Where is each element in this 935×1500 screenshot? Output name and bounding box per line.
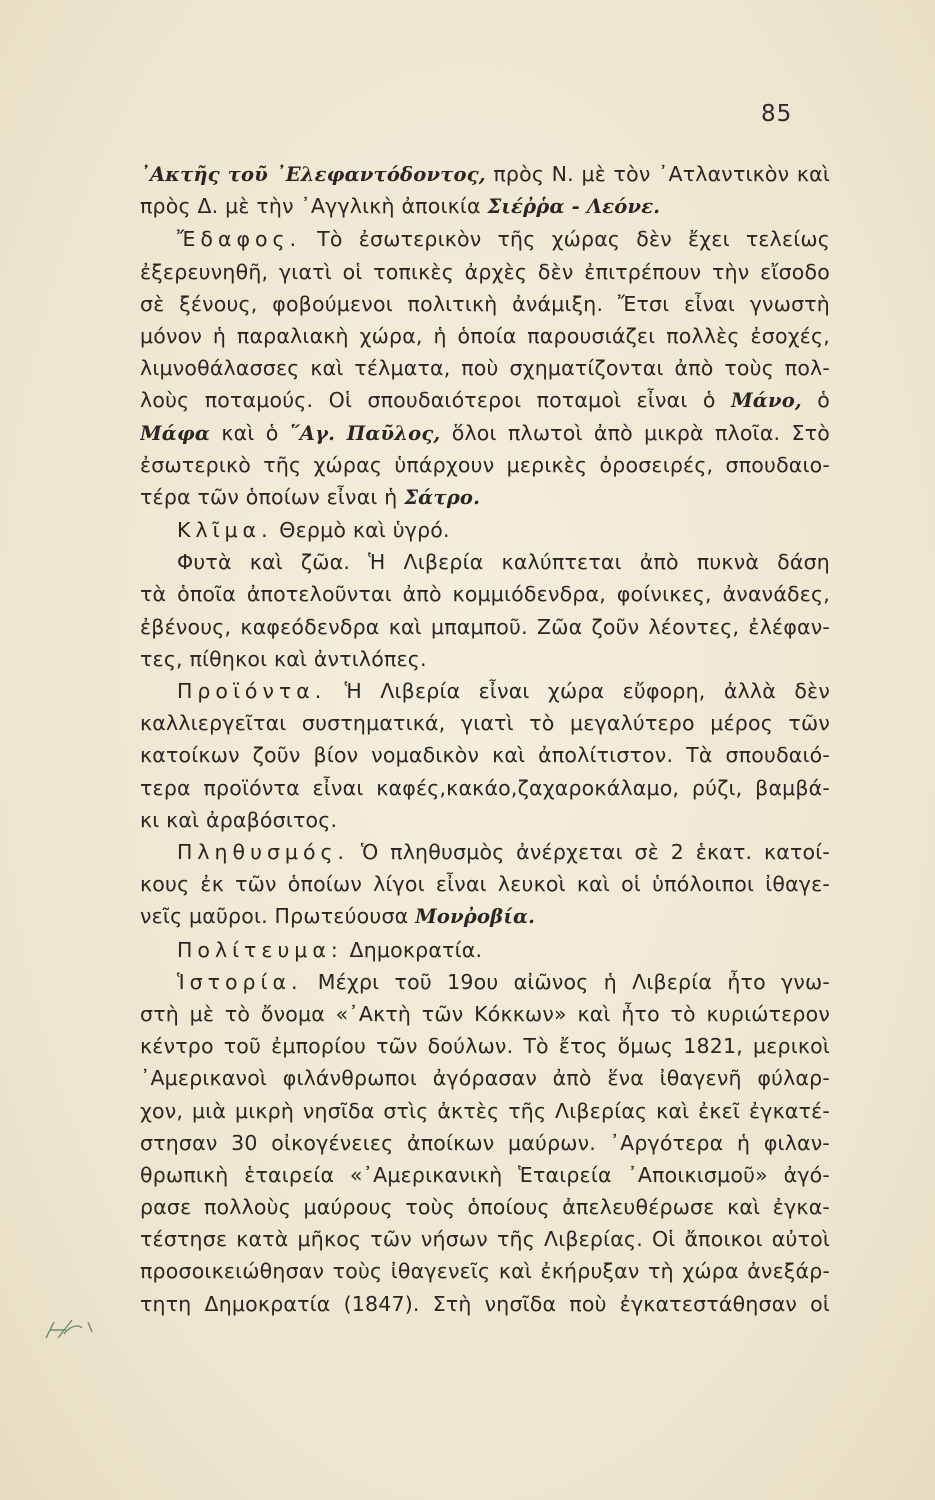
- text-line: προσοικειώθησαν τοὺς ἰθαγενεῖς καὶ ἐκήρυξαν τὴ χώρα ἀνεξάρ-: [140, 1259, 830, 1284]
- text-segment: ὁ: [801, 388, 830, 413]
- text-line: ἐξερευνηθῆ, γιατὶ οἱ τοπικὲς ἀρχὲς δὲν ἐπιτρέπουν τὴν εἴσοδο: [140, 259, 830, 284]
- text-line: ἐσωτερικὸ τῆς χώρας ὑπάρχουν μερικὲς ὀροσειρές, σπουδαιο-: [140, 452, 830, 477]
- text-line: τες, πίθηκοι καὶ ἀντιλόπες.: [140, 646, 427, 671]
- text-line: κατοίκων ζοῦν βίον νομαδικὸν καὶ ἀπολίτιστον. Τὰ σπουδαιό-: [140, 743, 830, 768]
- section-heading: Ἱστορία.: [177, 969, 303, 994]
- section-heading: Κλῖμα.: [177, 518, 273, 543]
- section-heading: Φυτὰ καὶ ζῶα.: [177, 550, 351, 575]
- text-segment: λοὺς ποταμούς. Οἱ σπουδαιότεροι ποταμοὶ εἶναι ὁ: [140, 388, 731, 413]
- place-name: Μονῤοβία.: [415, 905, 536, 929]
- section-heading: Προϊόντα.: [177, 679, 327, 704]
- text-line: [140, 675, 830, 707]
- place-name: ῞Αγ. Παῦλος,: [289, 421, 441, 445]
- text-line: τητη Δημοκρατία (1847). Στὴ νησῖδα ποὺ ἐγκατεστάθησαν οἱ: [140, 1291, 830, 1316]
- text-line: [140, 417, 830, 449]
- text-segment: νεῖς μαῦροι. Πρωτεύουσα: [140, 904, 416, 929]
- text-line: θρωπικὴ ἑταιρεία «᾿Αμερικανικὴ Ἑταιρεία ᾿Αποικισμοῦ» ἀγό-: [140, 1162, 830, 1187]
- text-segment: καὶ ὁ: [210, 420, 290, 445]
- body-text: [140, 158, 830, 1320]
- text-segment: Ἡ Λιβερία εἶναι χώρα εὔφορη, ἀλλὰ δὲν: [326, 679, 830, 704]
- text-line: στησαν 30 οἰκογένειες ἀποίκων μαύρων. ᾿Αργότερα ἡ φιλαν-: [140, 1130, 830, 1155]
- text-line: τερα προϊόντα εἶναι καφές,κακάο,ζαχαροκάλαμο, ρύζι, βαμβά-: [140, 775, 830, 800]
- text-line: σὲ ξένους, φοβούμενοι πολιτικὴ ἀνάμιξη. Ἔτσι εἶναι γνωστὴ: [140, 291, 830, 316]
- text-line: κι καὶ ἀραβόσιτος.: [140, 807, 338, 832]
- text-segment: Ἡ Λιβερία καλύπτεται ἀπὸ πυκνὰ δάση: [350, 550, 830, 575]
- text-segment: Μέχρι τοῦ 19ου αἰῶνος ἡ Λιβερία ἦτο γνω-: [302, 969, 830, 994]
- text-segment: ὅλοι πλωτοὶ ἀπὸ μικρὰ πλοῖα. Στὸ: [440, 420, 830, 445]
- text-segment: τέρα τῶν ὁποίων εἶναι ἡ: [140, 484, 405, 509]
- text-segment: Ὁ πληθυσμὸς ἀνέρχεται σὲ 2 ἑκατ. κατοί-: [349, 840, 830, 865]
- text-segment: πρὸς Δ. μὲ τὴν ᾿Αγγλικὴ ἀποικία: [140, 194, 488, 219]
- ink-mark-icon: [44, 1308, 134, 1348]
- text-line: χον, μιὰ μικρὴ νησῖδα στὶς ἀκτὲς τῆς Λιβερίας καὶ ἐκεῖ ἐγκατέ-: [140, 1098, 830, 1123]
- text-line: τέστησε κατὰ μῆκος τῶν νήσων τῆς Λιβερίας. Οἱ ἄποικοι αὐτοὶ: [140, 1227, 830, 1252]
- text-line: ἐβένους, καφεόδενδρα καὶ μπαμποῦ. Ζῶα ζοῦν λέοντες, ἐλέφαν-: [140, 614, 830, 639]
- text-line: κέντρο τοῦ ἐμπορίου τῶν δούλων. Τὸ ἔτος ὅμως 1821, μερικοὶ: [140, 1034, 830, 1059]
- text-line: τὰ ὁποῖα ἀποτελοῦνται ἀπὸ κομμιόδενδρα, φοίνικες, ἀνανάδες,: [140, 582, 830, 607]
- text-line: [140, 223, 830, 255]
- text-line: [140, 836, 830, 868]
- text-segment: Τὸ ἐσωτερικὸν τῆς χώρας δὲν ἔχει τελείως: [301, 227, 830, 252]
- text-line: [140, 190, 830, 223]
- text-line: μόνον ἡ παραλιακὴ χώρα, ἡ ὁποία παρουσιάζει πολλὲς ἐσοχές,: [140, 323, 830, 348]
- place-name: Σιέῤῥα - Λεόνε.: [487, 195, 661, 219]
- text-line: ᾿Αμερικανοὶ φιλάνθρωποι ἀγόρασαν ἀπὸ ἕνα ἰθαγενῆ φύλαρ-: [140, 1066, 830, 1091]
- text-line: καλλιεργεῖται συστηματικά, γιατὶ τὸ μεγαλύτερο μέρος τῶν: [140, 711, 830, 736]
- page-number: 85: [761, 101, 793, 127]
- text-line: [140, 158, 830, 190]
- text-line: ρασε πολλοὺς μαύρους τοὺς ὁποίους ἀπελευθέρωσε καὶ ἐγκα-: [140, 1195, 830, 1220]
- text-line: στὴ μὲ τὸ ὄνομα «᾿Ακτὴ τῶν Κόκκων» καὶ ἦτο τὸ κυριώτερον: [140, 1001, 830, 1026]
- place-name: Μάφα: [140, 421, 211, 445]
- text-line: [140, 966, 830, 998]
- section-heading: Πληθυσμός.: [177, 840, 350, 865]
- text-line: [140, 481, 830, 514]
- text-line: λιμνοθάλασσες καὶ τέλματα, ποὺ σχηματίζονται ἀπὸ τοὺς πολ-: [140, 356, 830, 381]
- place-name: ᾿Ακτῆς τοῦ ᾿Ελεφαντόδοντος,: [140, 163, 486, 186]
- text-segment: πρὸς Ν. μὲ τὸν ᾿Ατλαντικὸν καὶ: [485, 162, 830, 186]
- text-line: [140, 514, 830, 546]
- text-line: κους ἐκ τῶν ὁποίων λίγοι εἶναι λευκοὶ καὶ οἱ ὑπόλοιποι ἰθαγε-: [140, 872, 830, 897]
- text-line: [140, 934, 830, 966]
- place-name: Μάνο,: [730, 389, 802, 413]
- section-heading: Πολίτευμα:: [177, 937, 343, 962]
- text-line: [140, 546, 830, 578]
- text-segment: Δημοκρατία.: [342, 937, 483, 962]
- place-name: Σάτρο.: [404, 485, 481, 509]
- section-heading: Ἔδαφος.: [177, 227, 302, 252]
- text-line: [140, 900, 830, 933]
- text-segment: Θερμὸ καὶ ὑγρό.: [272, 518, 450, 543]
- text-line: [140, 384, 830, 416]
